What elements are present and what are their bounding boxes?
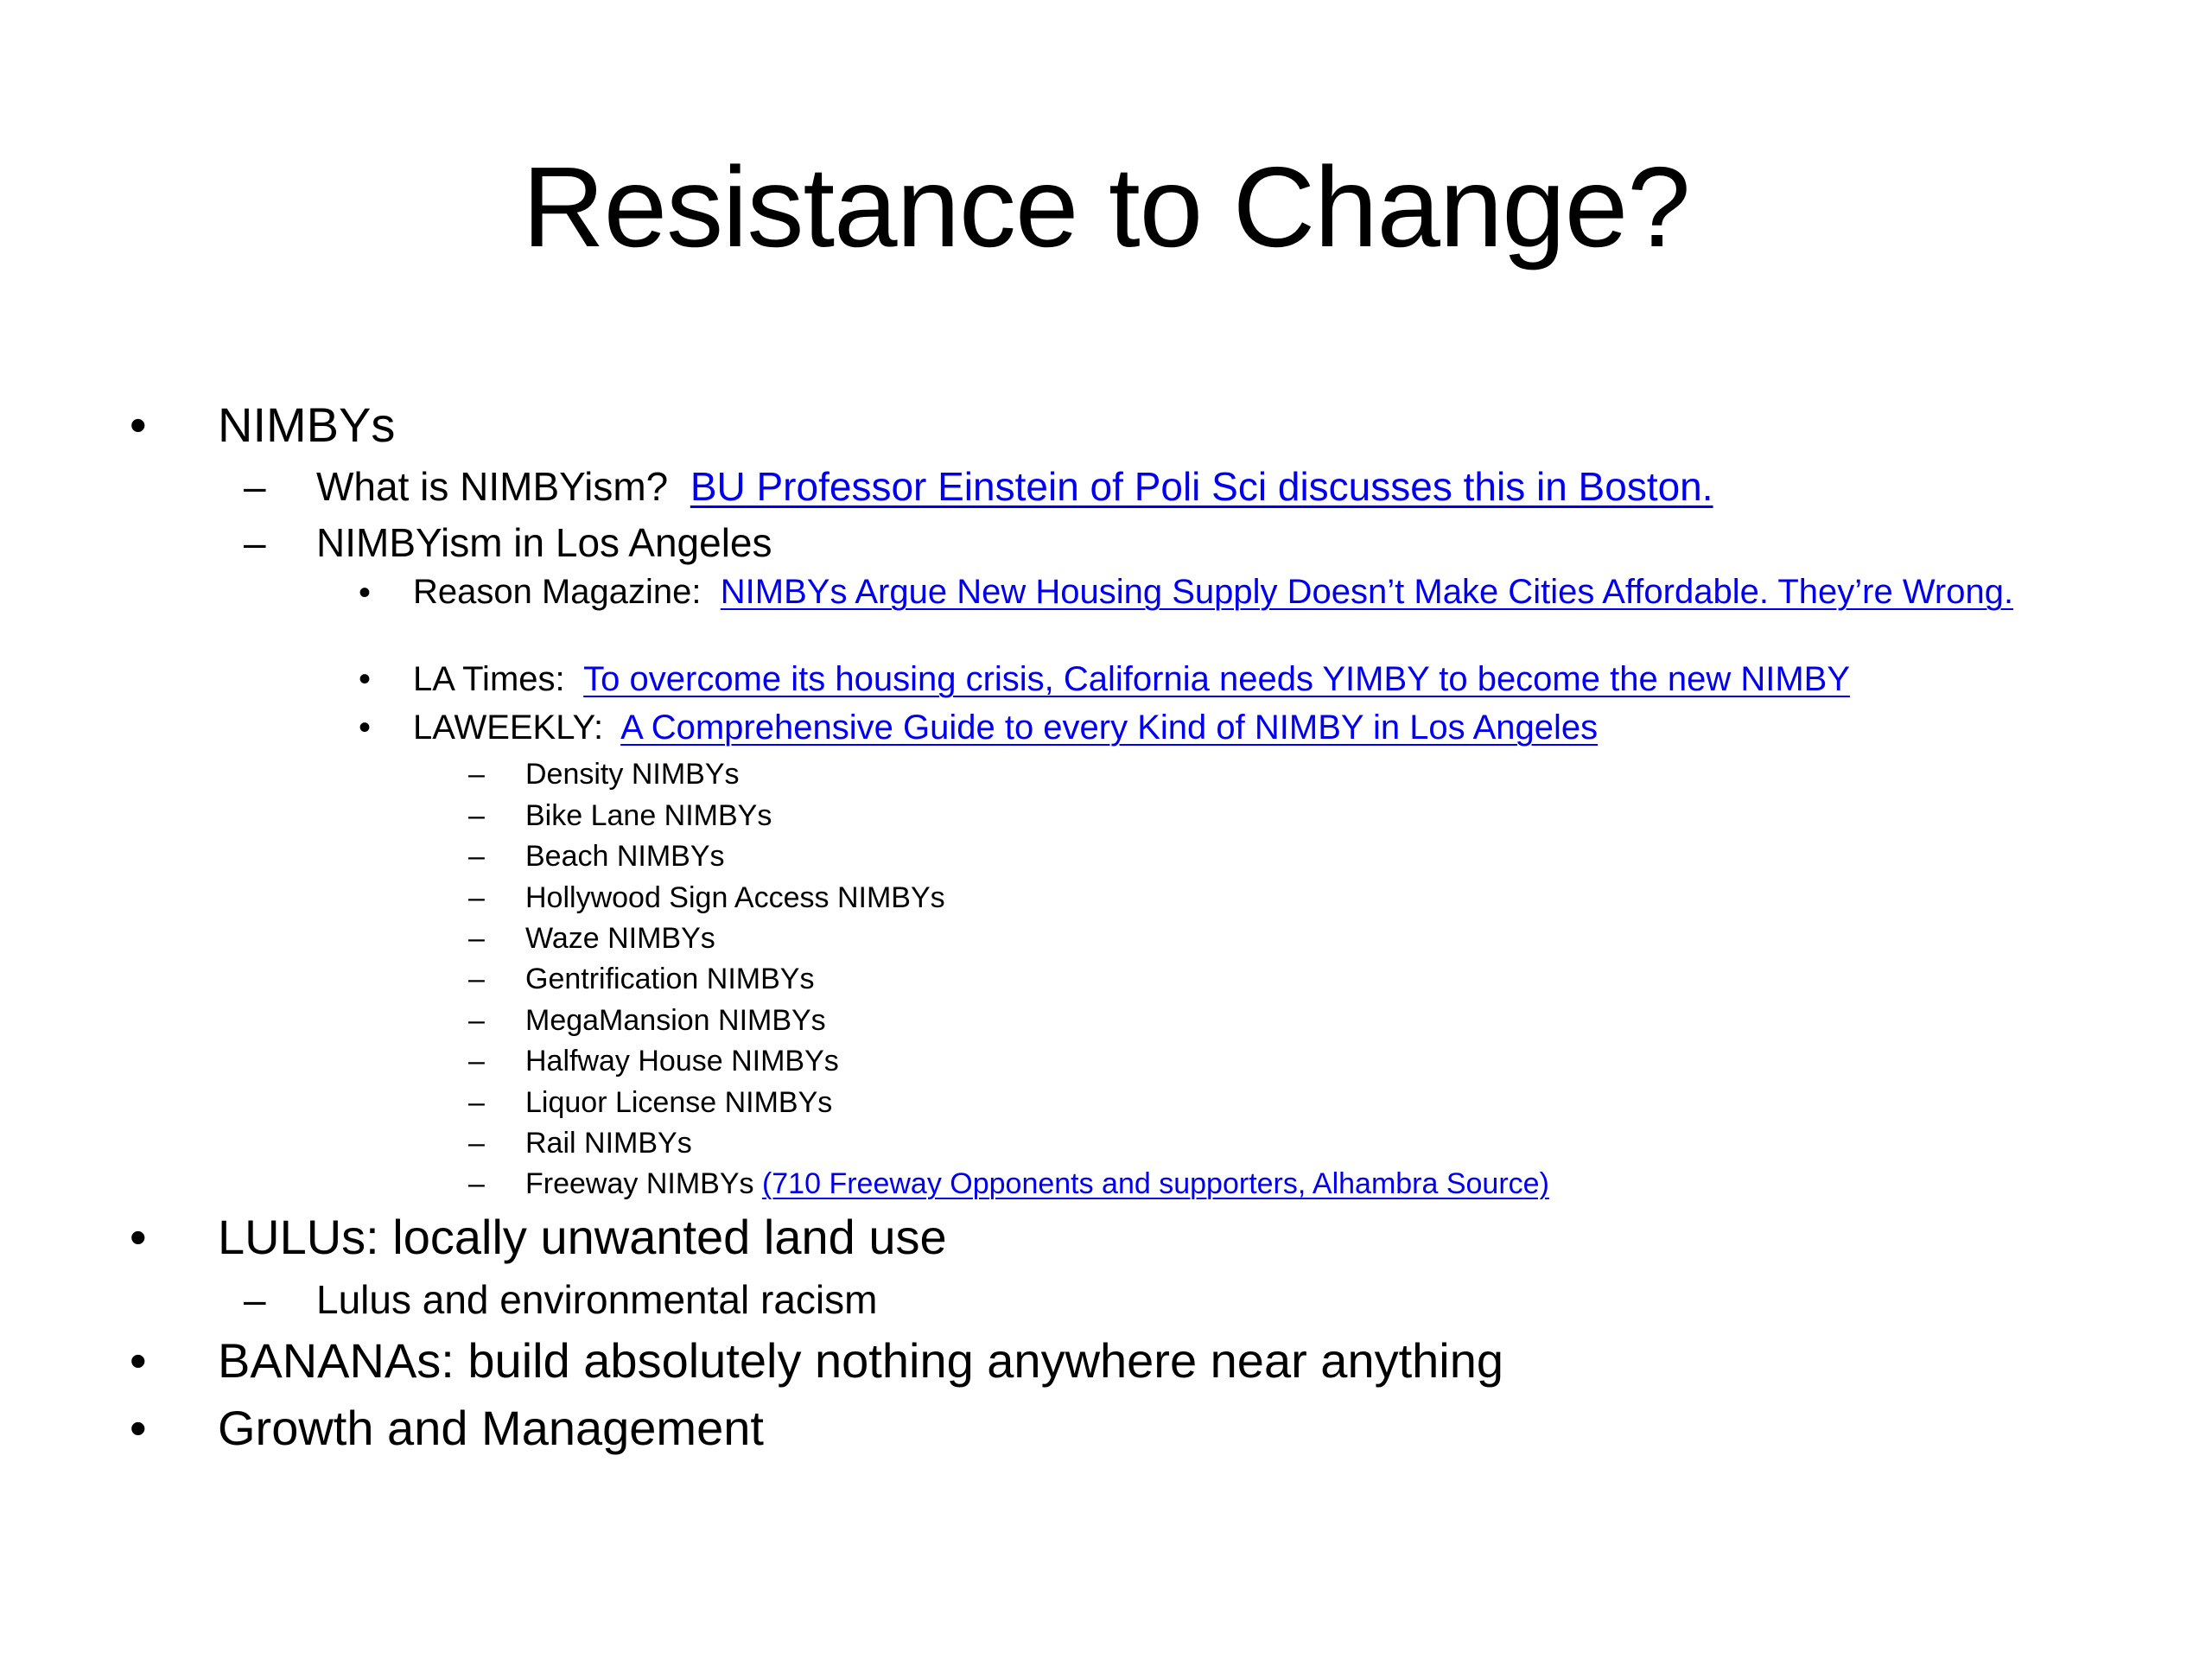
bullet-dash: – <box>468 1045 485 1077</box>
list-item-label: Hollywood Sign Access NIMBYs <box>525 881 945 914</box>
laweekly-text: LAWEEKLY: <box>413 709 604 747</box>
bullet-dash: – <box>244 520 266 565</box>
la-times-text: LA Times: <box>413 660 565 698</box>
lulus-label: LULUs: locally unwanted land use <box>218 1210 947 1264</box>
bullet-disc: • <box>359 660 372 698</box>
nimbyism-la-text: NIMBYism in Los Angeles <box>316 520 772 565</box>
list-item-label: Liquor License NIMBYs <box>525 1086 833 1119</box>
bullet-disc: • <box>130 1210 147 1264</box>
bullet-disc: • <box>130 1401 147 1455</box>
list-item-label: Rail NIMBYs <box>525 1127 692 1160</box>
list-item-label: Gentrification NIMBYs <box>525 963 815 995</box>
bullet-dash: – <box>468 1167 485 1200</box>
list-item-label: Density NIMBYs <box>525 758 740 791</box>
lulus-racism-text: Lulus and environmental racism <box>316 1277 878 1322</box>
bullet-dash: – <box>468 1004 485 1037</box>
alhambra-source-link[interactable]: (710 Freeway Opponents and supporters, Alhambra Source) <box>761 1167 1549 1200</box>
nimbys-label: NIMBYs <box>218 397 396 452</box>
bananas-label: BANANAs: build absolutely nothing anywhere near anything <box>218 1333 1504 1388</box>
bullet-dash: – <box>468 963 485 995</box>
bullet-disc: • <box>130 397 147 452</box>
list-item-label: Bike Lane NIMBYs <box>525 799 772 832</box>
what-is-nimbyism-text: What is NIMBYism? <box>316 464 669 509</box>
bullet-disc: • <box>359 709 372 747</box>
bullet-dash: – <box>468 881 485 914</box>
reason-magazine-text: Reason Magazine: <box>413 573 702 611</box>
bu-professor-link[interactable]: BU Professor Einstein of Poli Sci discusses this in Boston. <box>690 464 1713 509</box>
laweekly-link[interactable]: A Comprehensive Guide to every Kind of NIMBY in Los Angeles <box>620 709 1599 747</box>
bullet-dash: – <box>244 1277 266 1322</box>
la-times-link[interactable]: To overcome its housing crisis, California needs YIMBY to become the new NIMBY <box>583 660 1850 698</box>
reason-magazine-link[interactable]: NIMBYs Argue New Housing Supply Doesn’t Make Cities Affordable. They’re Wrong. <box>720 573 2014 611</box>
bullet-dash: – <box>468 1127 485 1160</box>
slide-title: Resistance to Change? <box>522 143 1690 270</box>
bullet-dash: – <box>468 758 485 791</box>
growth-label: Growth and Management <box>218 1401 764 1455</box>
bullet-disc: • <box>359 574 372 612</box>
bullet-dash: – <box>468 840 485 873</box>
bullet-dash: – <box>468 1086 485 1119</box>
list-item-label: MegaMansion NIMBYs <box>525 1004 826 1037</box>
list-item-label: Halfway House NIMBYs <box>525 1045 839 1077</box>
bullet-dash: – <box>468 922 485 955</box>
list-item-label: Beach NIMBYs <box>525 840 725 873</box>
list-item-label: Waze NIMBYs <box>525 922 715 955</box>
bullet-dash: – <box>244 464 266 509</box>
bullet-disc: • <box>130 1333 147 1388</box>
bullet-dash: – <box>468 799 485 832</box>
freeway-nimbys-text: Freeway NIMBYs <box>525 1167 754 1200</box>
